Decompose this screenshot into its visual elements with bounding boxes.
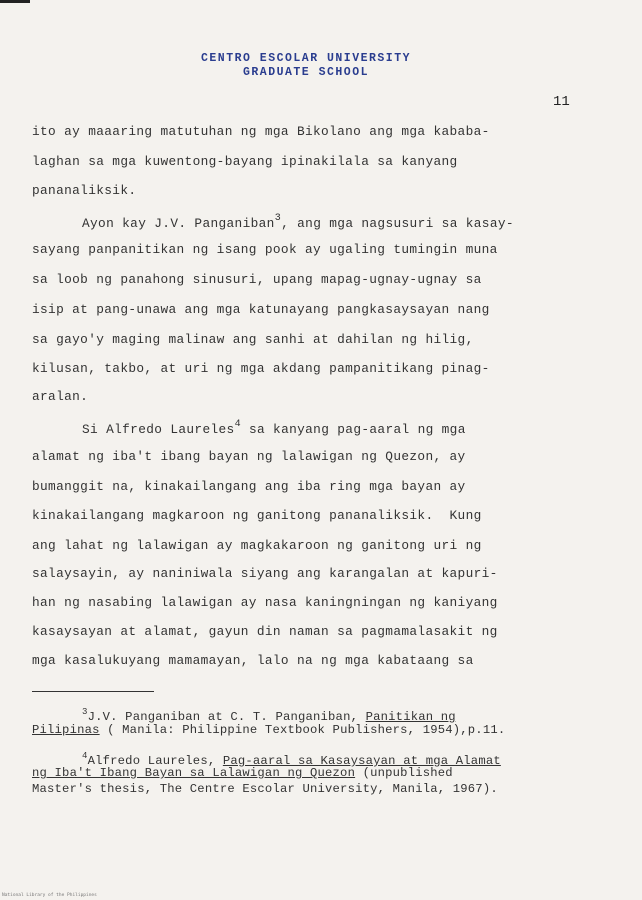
footnote-3-line-1 [82, 707, 456, 724]
body-line: isip at pang-unawa ang mga katunayang pangkasaysayan nang [32, 302, 490, 317]
footnote-text: (unpublished [355, 766, 453, 780]
body-line: aralan. [32, 389, 89, 404]
footnote-text: ( Manila: Philippine Textbook Publishers, 1954),p.11. [99, 723, 506, 737]
corner-mark [0, 0, 30, 3]
body-line: kilusan, takbo, at uri ng mga akdang pampanitikang pinag- [32, 361, 490, 376]
body-text: , ang mga nagsusuri sa kasay- [281, 216, 514, 231]
footnote-title: Pag-aaral sa Kasaysayan at mga Alamat [222, 754, 501, 768]
footnote-number: 3 [82, 707, 88, 717]
body-line: sa loob ng panahong sinusuri, upang mapag-ugnay-ugnay sa [32, 272, 482, 287]
footnote-separator [32, 691, 154, 692]
body-line: ito ay maaaring matutuhan ng mga Bikolano ang mga kababa- [32, 124, 490, 139]
body-text: Si Alfredo Laureles [82, 422, 235, 437]
body-line [82, 419, 466, 437]
footnote-ref-3: 3 [274, 213, 282, 224]
footnote-title: Pilipinas [32, 723, 100, 737]
body-line: pananaliksik. [32, 183, 137, 198]
body-text: sa kanyang pag-aaral ng mga [240, 422, 466, 437]
body-line: bumanggit na, kinakailangang ang iba ring mga bayan ay [32, 479, 466, 494]
body-line: mga kasalukuyang mamamayan, lalo na ng mga kabataang sa [32, 653, 474, 668]
institution-header: CENTRO ESCOLAR UNIVERSITY [200, 52, 412, 65]
footnote-number: 4 [82, 751, 88, 761]
footnote-text: J.V. Panganiban at C. T. Panganiban, [87, 710, 366, 724]
footnote-text: Alfredo Laureles, [87, 754, 223, 768]
footnote-4-line-3: Master's thesis, The Centre Escolar University, Manila, 1967). [32, 782, 498, 796]
body-line: sayang panpanitikan ng isang pook ay ugaling tumingin muna [32, 242, 498, 257]
body-line: alamat ng iba't ibang bayan ng lalawigan ng Quezon, ay [32, 449, 466, 464]
body-line: laghan sa mga kuwentong-bayang ipinakilala sa kanyang [32, 154, 458, 169]
body-line: kasaysayan at alamat, gayun din naman sa pagmamalasakit ng [32, 624, 498, 639]
footnote-3-line-2 [32, 723, 505, 737]
footnote-title: ng Iba't Ibang Bayan sa Lalawigan ng Quezon [32, 766, 356, 780]
footnote-4-line-2 [32, 766, 453, 780]
body-text: Ayon kay J.V. Panganiban [82, 216, 275, 231]
footnote-title: Panitikan ng [365, 710, 456, 724]
body-line: sa gayo'y maging malinaw ang sanhi at dahilan ng hilig, [32, 332, 474, 347]
body-line: salaysayin, ay naniniwala siyang ang karangalan at kapuri- [32, 566, 498, 581]
footer-credit: National Library of the Philippines [2, 893, 97, 898]
body-line: kinakailangang magkaroon ng ganitong pananaliksik. Kung [32, 508, 482, 523]
page-number: 11 [553, 94, 570, 110]
body-line [82, 213, 514, 231]
body-line: han ng nasabing lalawigan ay nasa kaningningan ng kaniyang [32, 595, 498, 610]
body-line: ang lahat ng lalawigan ay magkakaroon ng ganitong uri ng [32, 538, 482, 553]
footnote-ref-4: 4 [234, 419, 241, 430]
school-header: GRADUATE SCHOOL [242, 66, 370, 79]
